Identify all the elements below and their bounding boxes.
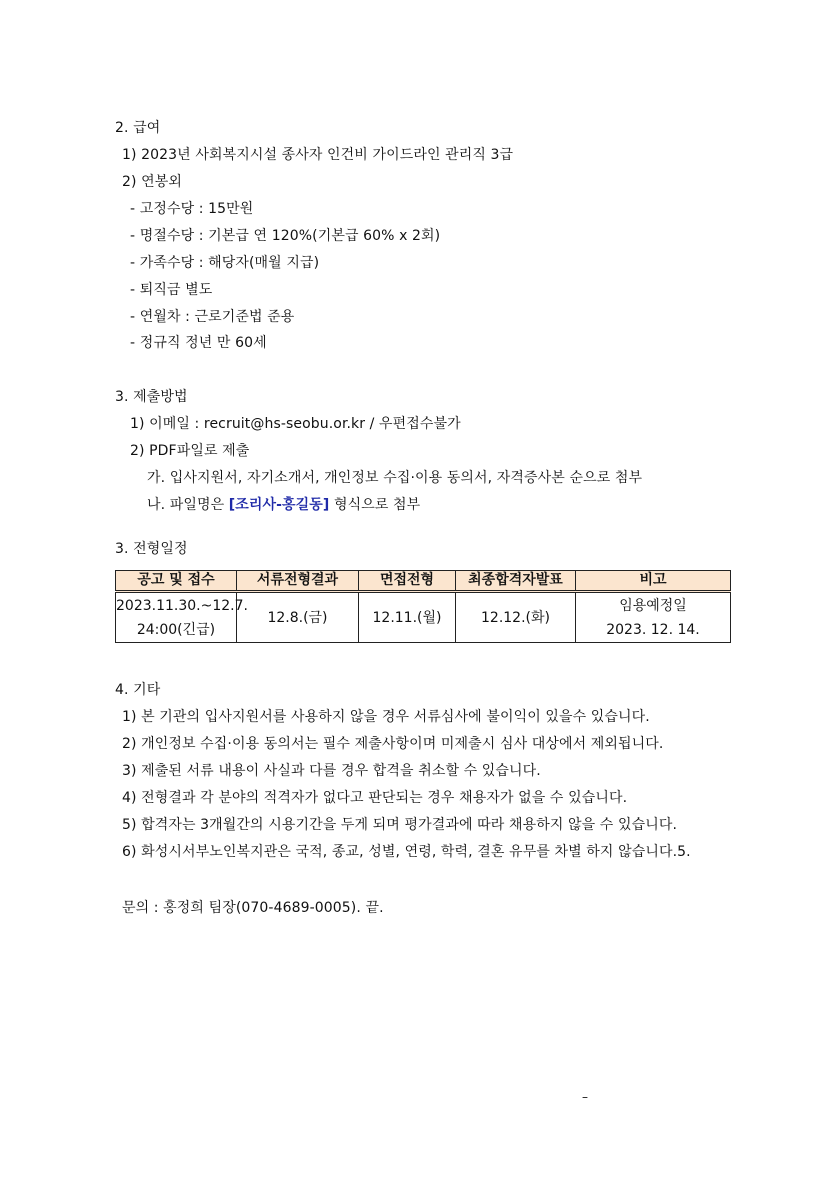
header-remarks: 비고: [576, 571, 731, 592]
schedule-row: [116, 592, 731, 643]
submission-pdf: 2) PDF파일로 제출: [130, 443, 250, 459]
allowance-family: - 가족수당 : 해당자(매월 지급): [130, 255, 320, 271]
remarks-label: 임용예정일: [619, 597, 687, 614]
submission-filename: [147, 495, 420, 515]
misc-item-1: 1) 본 기관의 입사지원서를 사용하지 않을 경우 서류심사에 불이익이 있을수 있습니다.: [122, 709, 650, 725]
misc-item-3: 3) 제출된 서류 내용이 사실과 다를 경우 합격을 취소할 수 있습니다.: [122, 763, 541, 779]
cell-interview: 12.11.(월): [359, 592, 456, 643]
annual-leave: - 연월차 : 근로기준법 준용: [130, 309, 295, 325]
header-final-announcement: 최종합격자발표: [456, 571, 576, 592]
submission-attachments: 가. 입사지원서, 자기소개서, 개인정보 수집·이용 동의서, 자격증사본 순으로 첨부: [147, 470, 643, 486]
section-2-heading: 2. 급여: [115, 120, 161, 136]
period-deadline: 24:00(긴급): [136, 621, 216, 638]
section-3-submission-heading: 3. 제출방법: [115, 389, 188, 405]
cell-document-result: 12.8.(금): [237, 592, 359, 643]
filename-suffix: 형식으로 첨부: [329, 497, 421, 513]
allowance-holiday: - 명절수당 : 기본급 연 120%(기본급 60% x 2회): [130, 228, 441, 244]
contact-info: 문의 : 홍정희 팀장(070-4689-0005). 끝.: [122, 900, 384, 916]
filename-example: [조리사-홍길동]: [228, 497, 330, 513]
remarks-date: 2023. 12. 14.: [606, 621, 700, 638]
submission-email: 1) 이메일 : recruit@hs-seobu.or.kr / 우편접수불가: [130, 416, 461, 432]
header-interview: 면접전형: [359, 571, 456, 592]
misc-item-4: 4) 전형결과 각 분야의 적격자가 없다고 판단되는 경우 채용자가 없을 수 있습니다.: [122, 790, 628, 806]
misc-item-5: 5) 합격자는 3개월간의 시용기간을 두게 되며 평가결과에 따라 채용하지 않을 수 있습니다.: [122, 817, 678, 833]
schedule-header-row: [116, 571, 731, 592]
cell-final-announcement: 12.12.(화): [456, 592, 576, 643]
retirement-age: - 정규직 정년 만 60세: [130, 335, 267, 351]
misc-item-6: 6) 화성시서부노인복지관은 국적, 종교, 성별, 연령, 학력, 결혼 유무를 차별 하지 않습니다.5.: [122, 844, 691, 860]
section-2-item-2: 2) 연봉외: [122, 174, 182, 190]
allowance-fixed: - 고정수당 : 15만원: [130, 201, 254, 217]
header-document-result: 서류전형결과: [237, 571, 359, 592]
page-mark: –: [582, 1090, 588, 1104]
section-4-heading: 4. 기타: [115, 682, 161, 698]
section-3-schedule-heading: 3. 전형일정: [115, 541, 188, 557]
period-dates: 2023.11.30.~12.7.: [116, 597, 248, 614]
cell-announcement-period: [116, 592, 248, 643]
severance-pay: - 퇴직금 별도: [130, 282, 213, 298]
header-announcement: 공고 및 접수: [116, 571, 237, 592]
cell-remarks: [576, 592, 731, 643]
filename-prefix: 나. 파일명은: [147, 497, 229, 513]
misc-item-2: 2) 개인정보 수집·이용 동의서는 필수 제출사항이며 미제출시 심사 대상에서 제외됩니다.: [122, 736, 664, 752]
section-2-item-1: 1) 2023년 사회복지시설 종사자 인건비 가이드라인 관리직 3급: [122, 147, 514, 163]
schedule-table: [115, 570, 731, 643]
